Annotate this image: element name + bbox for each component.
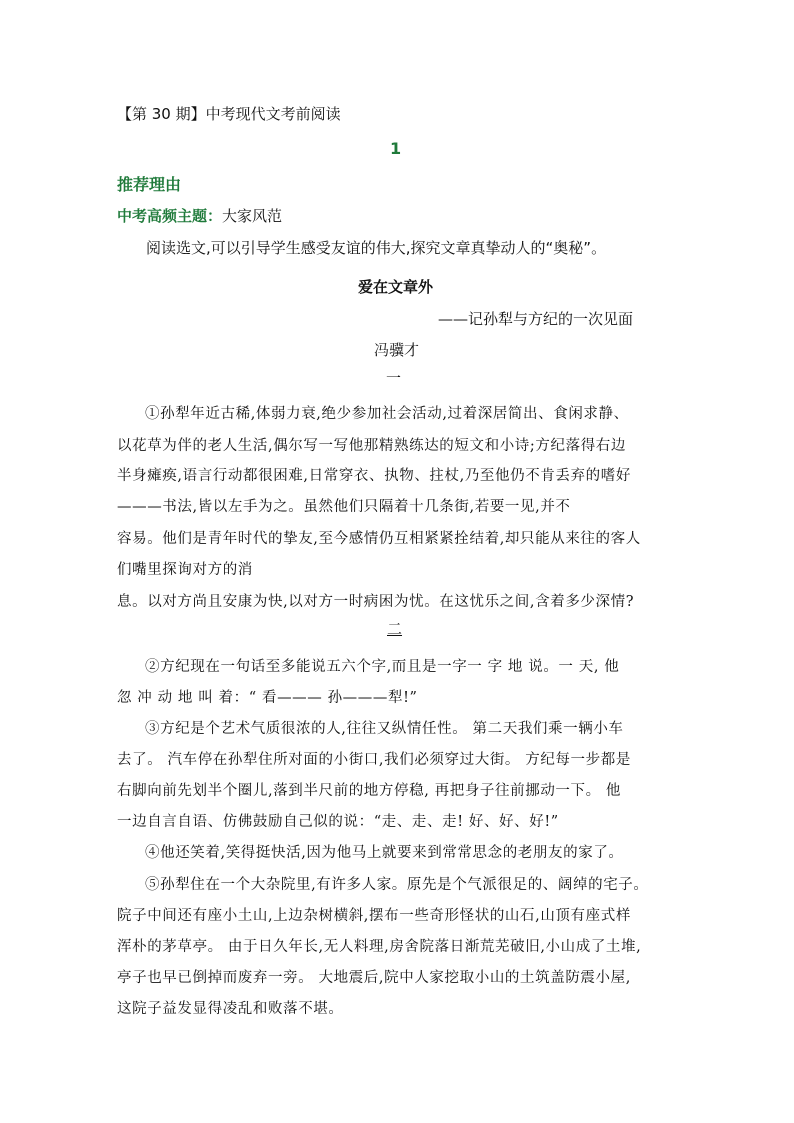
paragraph-line: ①孙犁年近古稀,体弱力衰,绝少参加社会活动,过着深居简出、食闲求静、 — [145, 406, 629, 422]
paragraph-line: 一边自言自语、仿佛鼓励自己似的说：“走、走、走! 好、好、好!” — [117, 814, 559, 830]
paragraph-line: 右脚向前先划半个圈儿,落到半尺前的地方停稳, 再把身子往前挪动一下。 他 — [117, 783, 622, 799]
paragraph-line: ⑤孙犁住在一个大杂院里,有许多人家。原先是个气派很足的、阔绰的宅子。 — [145, 877, 649, 893]
issue-title: 【第 30 期】中考现代文考前阅读 — [117, 105, 341, 123]
recommend-heading: 推荐理由 — [117, 175, 182, 194]
paragraph-line: 这院子益发显得凌乱和败落不堪。 — [117, 1001, 344, 1017]
paragraph-line: 息。以对方尚且安康为快,以对方一时病困为忧。在这忧乐之间,含着多少深情? — [117, 594, 635, 610]
article-author: 冯骥才 — [374, 341, 420, 359]
paragraph-line: ④他还笑着,笑得挺快活,因为他马上就要来到常常思念的老朋友的家了。 — [145, 845, 624, 861]
section-one-marker: 一 — [386, 369, 402, 387]
paragraph-line: 院子中间还有座小土山,上边杂树横斜,摆布一些奇形怪状的山石,山顶有座式样 — [117, 908, 631, 924]
recommend-reason: 阅读选文,可以引导学生感受友谊的伟大,探究文章真挚动人的“奥秘”。 — [146, 239, 607, 257]
paragraph-line: 半身瘫痪,语言行动都很困难,日常穿衣、执物、拄杖,乃至他仍不肯丢弃的嗜好 — [117, 468, 631, 484]
theme-value: 大家风范 — [222, 207, 283, 225]
paragraph-line: 们嘴里探询对方的消 — [117, 562, 253, 578]
paragraph-line: 忽 冲 动 地 叫 着：“ 看——— 孙———犁!” — [117, 690, 418, 706]
article-number: 1 — [390, 139, 402, 158]
paragraph-line: 以花草为伴的老人生活,偶尔写一写他那精熟练达的短文和小诗;方纪落得右边 — [117, 438, 626, 454]
article-subtitle: ——记孙犁与方纪的一次见面 — [438, 310, 634, 328]
theme-label: 中考高频主题： — [117, 207, 223, 225]
paragraph-line: ②方纪现在一句话至多能说五六个字,而且是一字一 字 地 说。一 天, 他 — [145, 659, 620, 675]
paragraph-line: 容易。他们是青年时代的挚友,至今感情仍互相紧紧拴结着,却只能从来往的客人 — [117, 531, 641, 547]
section-two-marker: 二 — [387, 620, 403, 638]
paragraph-line: ———书法,皆以左手为之。虽然他们只隔着十几条街,若要一见,并不 — [117, 499, 571, 515]
paragraph-line: 浑朴的茅草亭。 由于日久年长,无人料理,房舍院落日渐荒芜破旧,小山成了土堆, — [117, 939, 642, 955]
paragraph-line: 亭子也早已倒掉而废弃一旁。 大地震后,院中人家挖取小山的土筑盖防震小屋, — [117, 970, 631, 986]
paragraph-line: 去了。 汽车停在孙犁住所对面的小街口,我们必须穿过大街。 方纪每一步都是 — [117, 752, 631, 768]
paragraph-line: ③方纪是个艺术气质很浓的人,往往又纵情任性。 第二天我们乘一辆小车 — [145, 721, 624, 737]
theme-line — [117, 205, 282, 226]
article-title: 爱在文章外 — [358, 278, 434, 296]
